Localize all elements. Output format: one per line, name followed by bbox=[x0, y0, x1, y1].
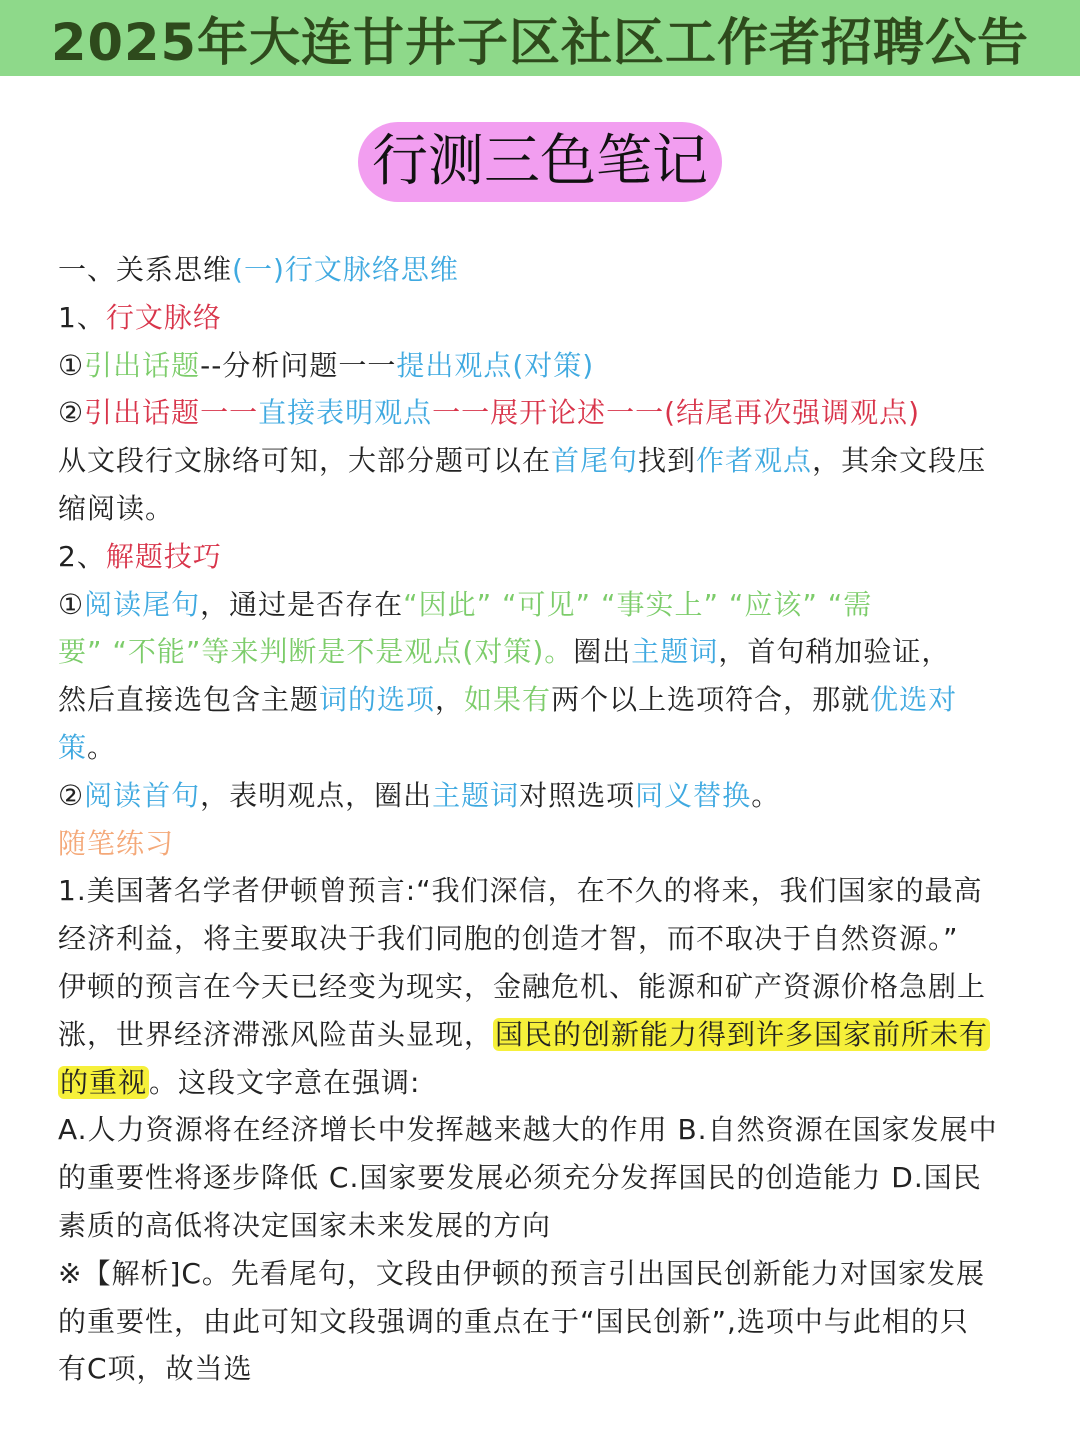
pattern-line-2 bbox=[58, 389, 1050, 437]
plain-text: 。 bbox=[87, 730, 117, 764]
page-title: 2025年大连甘井子区社区工作者招聘公告 bbox=[51, 14, 1029, 73]
blue-text: 作者观点 bbox=[696, 444, 813, 478]
highlighted-text: 的重视 bbox=[60, 1065, 148, 1099]
notes-body bbox=[58, 246, 1050, 1393]
plain-text: ， bbox=[435, 683, 465, 717]
subheading-1 bbox=[58, 294, 1050, 342]
blue-text: 阅读首句 bbox=[84, 778, 201, 812]
tip-line-4 bbox=[58, 724, 1050, 772]
heading-text: 一、关系思维 bbox=[58, 253, 233, 286]
summary-line-1 bbox=[58, 437, 1050, 485]
plain-text: 缩阅读。 bbox=[58, 491, 175, 525]
analysis-line: 有C项，故当选 bbox=[58, 1352, 253, 1386]
blue-text: 同义替换 bbox=[635, 778, 752, 812]
plain-text: 两个以上选项符合，那就 bbox=[551, 683, 871, 717]
blue-text: 词的选项 bbox=[319, 683, 436, 717]
red-text: 一一 bbox=[432, 396, 491, 430]
tip-line-2 bbox=[58, 628, 1050, 676]
plain-text: 然后直接选包含主题 bbox=[58, 683, 320, 717]
question-line bbox=[58, 1059, 1050, 1107]
question-line: 伊顿的预言在今天已经变为现实，金融危机、能源和矿产资源价格急剧上 bbox=[58, 969, 987, 1003]
practice-heading: 随笔练习 bbox=[58, 826, 175, 860]
subheading-title: 解题技巧 bbox=[105, 539, 222, 573]
question-line: 经济利益，将主要取决于我们同胞的创造才智，而不取决于自然资源。” bbox=[58, 922, 959, 956]
plain-text: 找到 bbox=[638, 444, 697, 478]
green-text: “因此” “可见” “事实上” “应该” “需 bbox=[403, 587, 873, 621]
pattern-line-1 bbox=[58, 342, 1050, 390]
plain-text: ，表明观点，圈出 bbox=[200, 778, 433, 812]
plain-text: 对照选项 bbox=[519, 778, 636, 812]
plain-text: 涨，世界经济滞涨风险苗头显现， bbox=[58, 1017, 494, 1051]
title-banner bbox=[0, 0, 1080, 76]
tip-line-3 bbox=[58, 676, 1050, 724]
section-heading bbox=[58, 246, 1050, 294]
plain-text: --分析问题一一 bbox=[200, 348, 397, 382]
option-line: 的重要性将逐步降低 C.国家要发展必须充分发挥国民的创造能力 D.国民 bbox=[58, 1161, 982, 1195]
blue-text: 优选对 bbox=[870, 683, 958, 717]
circle-number: ① bbox=[58, 348, 85, 382]
blue-text: 提出观点(对策) bbox=[396, 348, 595, 382]
blue-text: 阅读尾句 bbox=[84, 587, 201, 621]
subheading-number: 1、 bbox=[58, 300, 106, 334]
plain-text: ，通过是否存在 bbox=[200, 587, 404, 621]
option-line: A.人力资源将在经济增长中发挥越来越大的作用 B.自然资源在国家发展中 bbox=[58, 1113, 998, 1147]
plain-text: 。 bbox=[751, 778, 781, 812]
subheading-title: 行文脉络 bbox=[105, 300, 222, 334]
red-text: 展开论述一一(结尾再次强调观点) bbox=[490, 396, 921, 430]
subtitle: 行测三色笔记 bbox=[358, 122, 722, 202]
blue-text: 直接表明观点 bbox=[258, 396, 433, 430]
circle-number: ② bbox=[58, 396, 85, 430]
blue-text: 策 bbox=[58, 730, 88, 764]
circle-number: ② bbox=[58, 778, 85, 812]
red-text: 引出话题一一 bbox=[84, 396, 259, 430]
blue-text: 主题词 bbox=[631, 635, 719, 669]
highlighted-text: 国民的创新能力得到许多国家前所未有 bbox=[495, 1017, 989, 1051]
question-line: 1.美国著名学者伊顿曾预言:“我们深信，在不久的将来，我们国家的最高 bbox=[58, 874, 983, 908]
subheading-number: 2、 bbox=[58, 539, 106, 573]
plain-text: 圈出 bbox=[573, 635, 632, 669]
plain-text: 从文段行文脉络可知，大部分题可以在 bbox=[58, 444, 552, 478]
tip-line-5 bbox=[58, 772, 1050, 820]
green-text: 如果有 bbox=[464, 683, 552, 717]
analysis-line: ※【解析]C。先看尾句，文段由伊顿的预言引出国民创新能力对国家发展 bbox=[58, 1256, 985, 1290]
plain-text: ，其余文段压 bbox=[812, 444, 987, 478]
blue-text: 首尾句 bbox=[551, 444, 639, 478]
subheading-2 bbox=[58, 533, 1050, 581]
plain-text: 。这段文字意在强调: bbox=[149, 1065, 421, 1099]
plain-text: ，首句稍加验证， bbox=[718, 635, 951, 669]
heading-sub: (一)行文脉络思维 bbox=[232, 253, 459, 286]
green-text: 要” “不能”等来判断是不是观点(对策)。 bbox=[58, 635, 574, 669]
option-line: 素质的高低将决定国家未来发展的方向 bbox=[58, 1208, 552, 1242]
blue-text: 主题词 bbox=[432, 778, 520, 812]
analysis-line: 的重要性，由此可知文段强调的重点在于“国民创新”,选项中与此相的只 bbox=[58, 1304, 969, 1338]
subtitle-wrap bbox=[0, 122, 1080, 202]
summary-line-2 bbox=[58, 485, 1050, 533]
circle-number: ① bbox=[58, 587, 85, 621]
tip-line-1 bbox=[58, 581, 1050, 629]
question-line bbox=[58, 1011, 1050, 1059]
green-text: 引出话题 bbox=[84, 348, 201, 382]
